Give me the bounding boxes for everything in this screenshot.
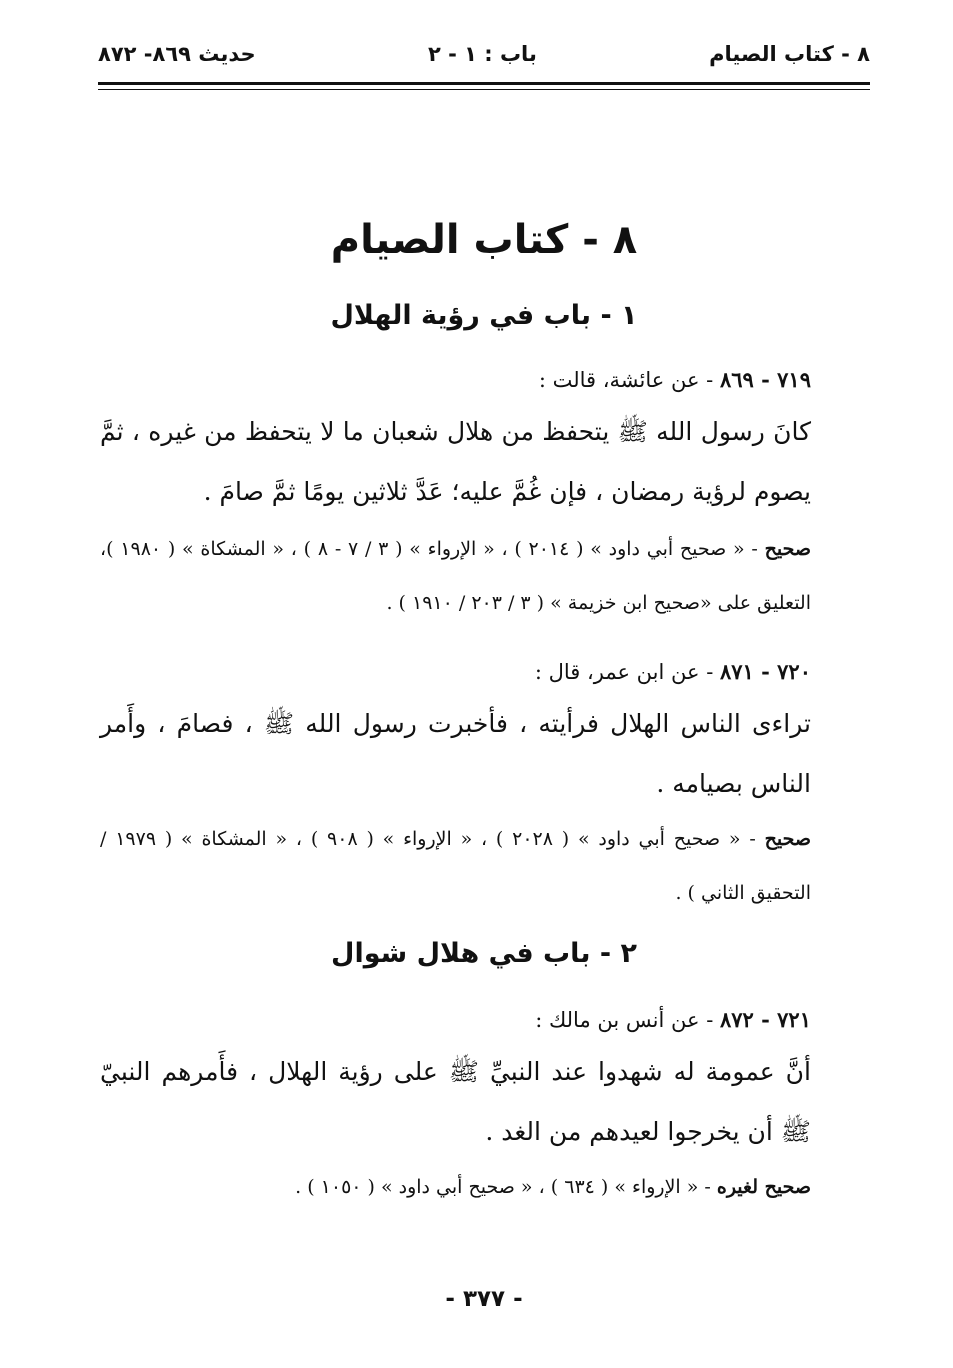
hadith-grade: صحيح لغيره (716, 1176, 811, 1198)
hadith-number: ٧١٩ - ٨٦٩ (719, 367, 811, 392)
header-rule-thick (98, 82, 870, 85)
hadith-text (100, 694, 811, 814)
hadith-text-body: أنَّ عمومة له شهدوا عند النبيِّ ﷺ على رؤية الهلال ، فأَمرهم النبيّ ﷺ أن يخرجوا لعيدهم من الغد . (100, 1057, 811, 1146)
hadith-heading (539, 364, 811, 396)
hadith-text (100, 1042, 811, 1162)
page-number: - ٣٧٧ - (445, 1286, 523, 1312)
hadith-number: ٧٢١ - ٨٧٢ (719, 1007, 811, 1032)
header-book-title: ٨ - كتاب الصيام (709, 42, 870, 66)
header-rule-thin (98, 89, 870, 90)
header-hadith-range: حديث ٨٦٩- ٨٧٢ (98, 42, 256, 66)
hadith-sources: - « صحيح أبي داود » ( ٢٠١٤ ) ، « الإرواء » ( ٣ / ٧ - ٨ ) ، « المشكاة » ( ١٩٨٠ )، التعليق على «صحيح ابن خزيمة » ( ٣ / ٢٠٣ / ١٩١٠ ) . (100, 538, 811, 614)
header-chapter-range: باب : ١ - ٢ (427, 42, 537, 66)
running-header (98, 34, 870, 74)
chapter-title: ١ - باب في رؤية الهلال (330, 300, 638, 331)
hadith-takhrij (100, 1160, 811, 1214)
hadith-text-body: تراءى الناس الهلال فرأيته ، فأخبرت رسول الله ﷺ ، فصامَ ، وأَمر الناس بصيامه . (100, 709, 811, 798)
hadith-grade: صحيح (764, 538, 812, 560)
hadith-takhrij (100, 812, 811, 920)
hadith-sources: - « صحيح أبي داود » ( ٢٠٢٨ ) ، « الإرواء » ( ٩٠٨ ) ، « المشكاة » ( ١٩٧٩ / التحقيق الثاني ) . (100, 828, 811, 904)
chapter-title: ٢ - باب في هلال شوال (331, 938, 637, 969)
hadith-sources: - « الإرواء » ( ٦٣٤ ) ، « صحيح أبي داود » ( ١٠٥٠ ) . (295, 1176, 717, 1198)
book-title: ٨ - كتاب الصيام (330, 217, 638, 263)
hadith-text (100, 402, 811, 522)
hadith-narrator: - عن ابن عمر، قال : (534, 660, 720, 684)
hadith-heading (535, 656, 811, 688)
hadith-narrator: - عن عائشة، قالت : (538, 368, 720, 392)
hadith-takhrij (100, 522, 811, 630)
hadith-text-body: كانَ رسول الله ﷺ يتحفظ من هلال شعبان ما لا يتحفظ من غيره ، ثمَّ يصوم لرؤية رمضان ، فإن غُمَّ عليه؛ عَدَّ ثلاثين يومًا ثمَّ صامَ . (100, 417, 811, 506)
hadith-grade: صحيح (764, 828, 811, 850)
hadith-number: ٧٢٠ - ٨٧١ (719, 659, 811, 684)
hadith-heading (535, 1004, 811, 1036)
hadith-narrator: - عن أنس بن مالك : (535, 1008, 720, 1032)
